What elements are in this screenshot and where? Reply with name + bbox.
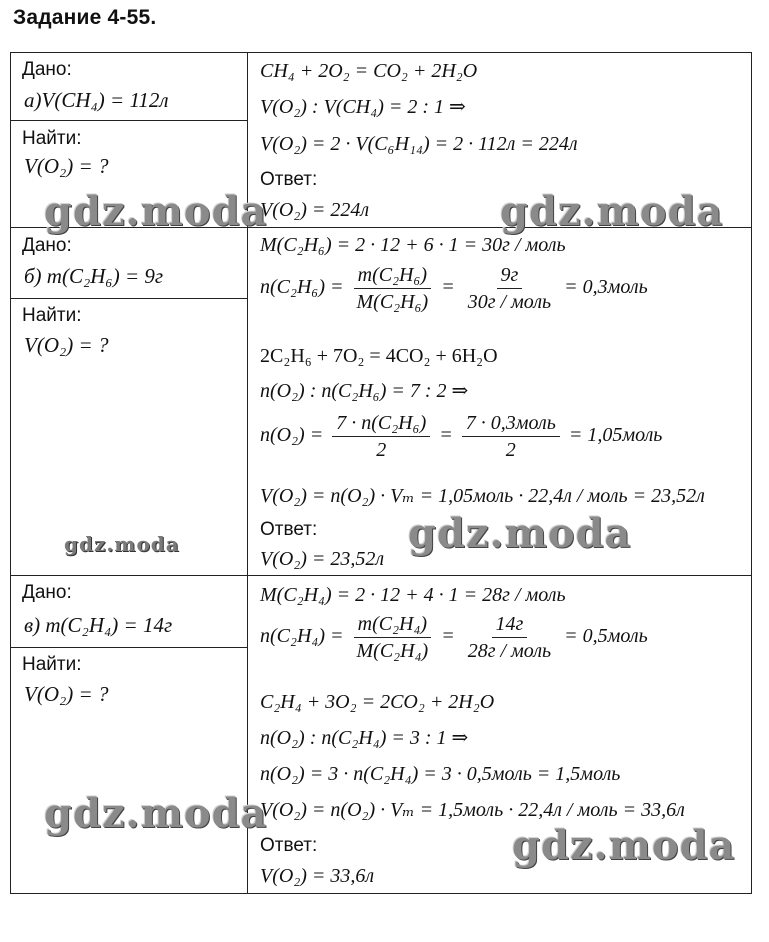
given-value: б) m(C₂H₆) = 9г (24, 264, 164, 288)
given-value: а)V(CH₄) = 112л (24, 88, 169, 112)
fraction-1 (332, 412, 430, 461)
find-value: V(O₂) = ? (24, 154, 109, 178)
fraction-numerator: m(C₂H₆) (354, 264, 431, 289)
moles-fraction-line: n(C₂H₄) = $\frac{\text{m(C₂H₄)}}{\text{M(C₂H₄)}}$ = $\frac{14г}{\text{28г / моль}}$ = 0,5моль (260, 613, 648, 662)
fraction-denominator: 2 (505, 439, 516, 461)
ratio-line: n(O₂) : n(C₂H₄) = 3 : 1 ⇒ (260, 727, 469, 749)
find-label: Найти: (22, 654, 82, 675)
section-b (10, 227, 752, 576)
given-label: Дано: (22, 235, 72, 256)
fraction-lhs: n(C₂H₄) = (260, 625, 344, 648)
answer-label: Ответ: (260, 169, 318, 190)
watermark: gdz.moda (44, 188, 268, 235)
watermark: gdz.moda (44, 790, 268, 837)
given-block (11, 576, 247, 647)
watermark: gdz.moda (408, 510, 632, 557)
fraction-denominator: 2 (376, 439, 387, 461)
volume-line: V(O₂) = n(O₂) · Vₘ = 1,5моль · 22,4л / моль = 33,6л (260, 799, 685, 821)
watermark: gdz.moda (500, 188, 724, 235)
volume-line: V(O₂) = n(O₂) · Vₘ = 1,05моль · 22,4л / моль = 23,52л (260, 485, 705, 507)
fraction-rhs: = 0,3моль (564, 276, 648, 299)
fraction-numerator: 9г (497, 264, 523, 289)
equation-line: 2C₂H₆ + 7O₂ = 4CO₂ + 6H₂O (260, 345, 498, 367)
answer-label: Ответ: (260, 519, 318, 540)
ratio-line: V(O₂) : V(CH₄) = 2 : 1 ⇒ (260, 96, 466, 118)
given-find-column (11, 576, 248, 893)
task-title: Задание 4-55. (13, 6, 157, 29)
fraction-denominator: 28г / моль (467, 640, 552, 662)
fraction-rhs: = 1,05моль (568, 424, 663, 447)
given-label: Дано: (22, 59, 72, 80)
solution-table (10, 52, 752, 894)
equation-line: CH₄ + 2O₂ = CO₂ + 2H₂O (260, 60, 478, 82)
given-block (11, 228, 247, 298)
given-value: в) m(C₂H₄) = 14г (24, 613, 173, 637)
ratio-line: n(O₂) : n(C₂H₆) = 7 : 2 ⇒ (260, 380, 469, 402)
find-block (11, 647, 247, 894)
find-value: V(O₂) = ? (24, 682, 109, 706)
find-label: Найти: (22, 128, 82, 149)
answer-value: V(O₂) = 33,6л (260, 865, 375, 887)
fraction-denominator: 30г / моль (467, 291, 552, 313)
moles-fraction-line: n(C₂H₆) = $\frac{\text{m(C₂H₆)}}{\text{M(C₂H₆)}}$ = $\frac{9г}{\text{30г / моль}}$ = 0,3моль (260, 264, 648, 313)
find-value: V(O₂) = ? (24, 333, 109, 357)
fraction-lhs: n(O₂) = (260, 424, 324, 447)
given-block (11, 53, 247, 120)
fraction-denominator: M(C₂H₆) (356, 291, 429, 313)
answer-value: V(O₂) = 224л (260, 199, 370, 221)
fraction-rhs: = 0,5моль (564, 625, 648, 648)
fraction-numerator: 14г (492, 613, 528, 638)
given-find-column (11, 228, 248, 575)
answer-label: Ответ: (260, 835, 318, 856)
fraction-2 (462, 412, 560, 461)
calc-line: V(O₂) = 2 · V(C₆H₁₄) = 2 · 112л = 224л (260, 133, 578, 155)
fraction-lhs: n(C₂H₆) = (260, 276, 344, 299)
fraction-1 (353, 264, 433, 313)
fraction-numerator: 7 · n(C₂H₆) (332, 412, 430, 437)
watermark: gdz.moda (512, 822, 736, 869)
fraction-denominator: M(C₂H₄) (356, 640, 429, 662)
answer-value: V(O₂) = 23,52л (260, 548, 385, 570)
fraction-1 (353, 613, 433, 662)
fraction-numerator: m(C₂H₄) (354, 613, 431, 638)
fraction-2 (464, 264, 555, 313)
find-label: Найти: (22, 305, 82, 326)
given-label: Дано: (22, 582, 72, 603)
fraction-numerator: 7 · 0,3моль (462, 412, 560, 437)
moles-o2-line: n(O₂) = $\frac{\text{7 · n(C₂H₆)}}{2}$ = $\frac{\text{7 · 0,3моль}}{2}$ = 1,05моль (260, 412, 663, 461)
molar-mass-line: M(C₂H₆) = 2 · 12 + 6 · 1 = 30г / моль (260, 234, 566, 256)
equation-line: C₂H₄ + 3O₂ = 2CO₂ + 2H₂O (260, 691, 495, 713)
molar-mass-line: M(C₂H₄) = 2 · 12 + 4 · 1 = 28г / моль (260, 584, 566, 606)
watermark: gdz.moda (64, 532, 180, 556)
fraction-2 (464, 613, 555, 662)
moles-o2-line: n(O₂) = 3 · n(C₂H₄) = 3 · 0,5моль = 1,5моль (260, 763, 621, 785)
